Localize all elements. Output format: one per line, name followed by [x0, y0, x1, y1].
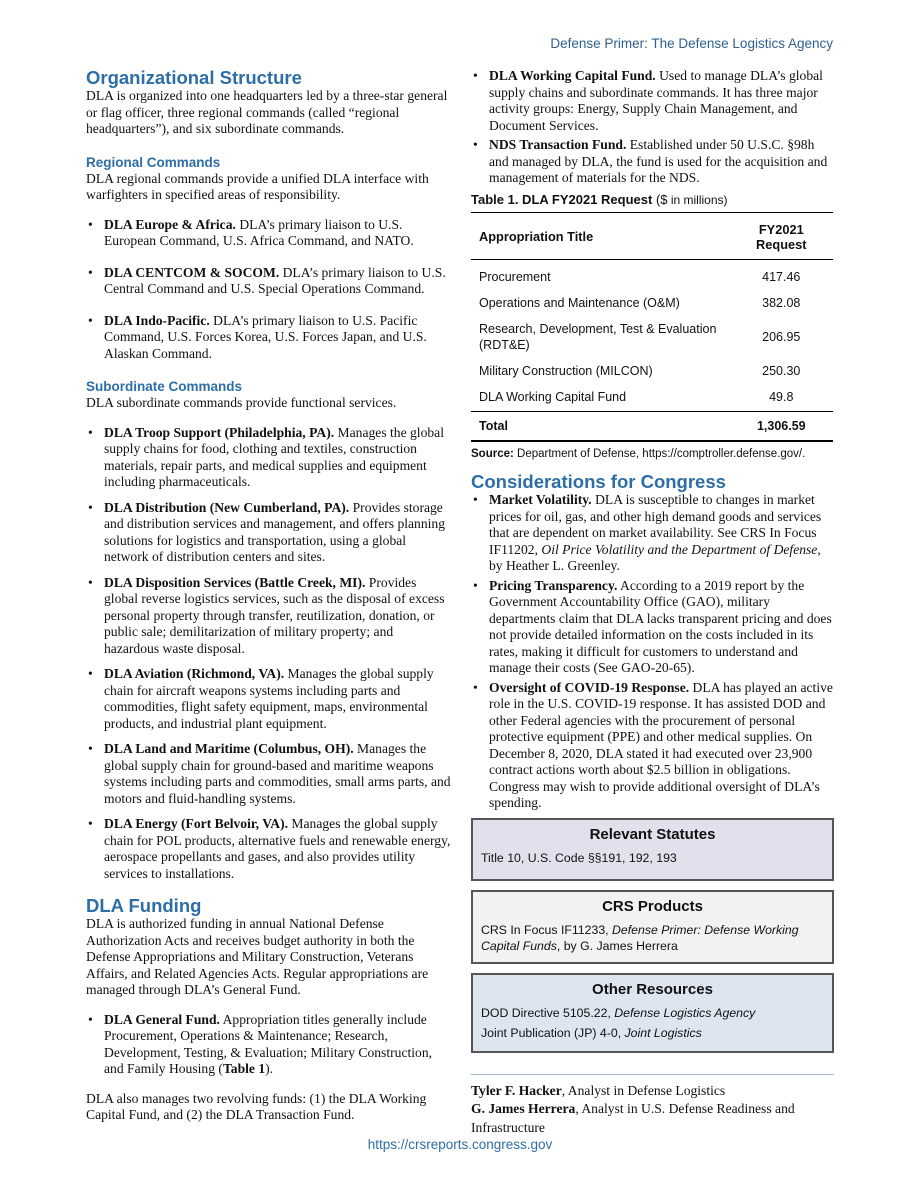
row-title: Procurement — [479, 269, 551, 284]
products-text: CRS In Focus IF11233, Defense Primer: Defense Working Capital Funds, by G. James Herrera — [481, 922, 799, 953]
list-item: • DLA Europe & Africa. DLA’s primary liaison to U.S. European Command, U.S. Africa Command, and NATO. — [86, 217, 451, 250]
table-header-row — [471, 212, 833, 259]
relevant-statutes-box — [471, 818, 834, 881]
row-value: 250.30 — [762, 363, 801, 378]
list-item: • DLA Indo-Pacific. DLA’s primary liaison to U.S. Pacific Command, U.S. Forces Korea, U.S. Forces Japan, and U.S. Alaskan Command. — [86, 313, 451, 363]
table-row — [471, 384, 833, 412]
row-value: 417.46 — [762, 269, 801, 284]
list-item: • DLA Troop Support (Philadelphia, PA). Manages the global supply chains for food, clothing and textiles, construction materials, repair parts, and medical supplies and equipment including pharmaceuticals. — [86, 425, 451, 491]
row-title: DLA Working Capital Fund — [479, 390, 627, 405]
crs-products-box — [471, 890, 834, 964]
products-heading: CRS Products — [602, 897, 703, 915]
row-title: Research, Development, Test & Evaluation (RDT&E) — [479, 321, 717, 352]
statutes-heading: Relevant Statutes — [589, 825, 716, 843]
author-line: G. James Herrera, Analyst in U.S. Defense Readiness and Infrastructure — [471, 1101, 795, 1135]
request-table — [471, 212, 833, 443]
revolving-fund-list — [471, 68, 834, 187]
list-item: • DLA Aviation (Richmond, VA). Manages the global supply chain for aircraft weapons systems including parts and commodities, flight safety equipment, maps, environmental products, and industrial plant equipment. — [86, 666, 451, 732]
general-fund-list — [86, 1012, 451, 1078]
row-title: Military Construction (MILCON) — [479, 363, 653, 378]
author-line: Tyler F. Hacker, Analyst in Defense Logistics — [471, 1082, 726, 1098]
table-row — [471, 290, 833, 316]
regional-list — [86, 217, 451, 363]
table-total-row — [471, 412, 833, 442]
list-item: • DLA Energy (Fort Belvoir, VA). Manages the global supply chain for POL products, alternative fuels and renewable energy, aerospace propellants and gases, and also provides utility services to installations. — [86, 816, 451, 882]
table-row — [471, 358, 833, 384]
row-value: 382.08 — [762, 295, 801, 310]
list-item: • DLA Working Capital Fund. Used to manage DLA’s global supply chains and subordinate commands. It has three major activity groups: Energy, Supply Chain Management, and Document Services. — [471, 68, 834, 134]
table-source: Source: Department of Defense, https://comptroller.defense.gov/. — [471, 448, 806, 460]
considerations-list — [471, 492, 834, 812]
table-caption: Table 1. DLA FY2021 Request ($ in millions) — [471, 191, 728, 207]
row-title: Operations and Maintenance (O&M) — [479, 295, 680, 310]
list-item: • DLA Disposition Services (Battle Creek, MI). Provides global reverse logistics services, such as the disposal of excess personal property through transfer, reutilization, donation, or public sale; demilitarization of military property; and hazardous waste disposal. — [86, 575, 451, 658]
left-column — [86, 68, 451, 1124]
resource-item: DOD Directive 5105.22, Defense Logistics Agency — [481, 1005, 756, 1020]
regional-intro: DLA regional commands provide a unified DLA interface with warfighters in specified areas of responsibility. — [86, 170, 429, 202]
subordinate-intro: DLA subordinate commands provide functional services. — [86, 395, 397, 410]
list-item: • NDS Transaction Fund. Established under 50 U.S.C. §98h and managed by DLA, the fund is used for the acquisition and management of materials for the NDS. — [471, 137, 834, 187]
row-value: 49.8 — [769, 390, 794, 405]
list-item: • DLA General Fund. Appropriation titles generally include Procurement, Operations & Maintenance; Research, Development, Testing, & Evaluation; Military Construction, and Family Housing (Table 1). — [86, 1012, 451, 1078]
subordinate-heading: Subordinate Commands — [86, 379, 243, 394]
right-column — [471, 68, 834, 1137]
list-item: • DLA Distribution (New Cumberland, PA). Provides storage and distribution services and management, and offers planning solutions for logistics and transportation, using a global network of distribution centers and sites. — [86, 500, 451, 566]
list-item: • DLA CENTCOM & SOCOM. DLA’s primary liaison to U.S. Central Command and U.S. Special Operations Command. — [86, 265, 451, 298]
page-header-title: Defense Primer: The Defense Logistics Agency — [550, 36, 833, 51]
table-row — [471, 259, 833, 290]
table-row — [471, 316, 833, 358]
statutes-text: Title 10, U.S. Code §§191, 192, 193 — [481, 850, 677, 865]
considerations-heading: Considerations for Congress — [471, 471, 726, 492]
org-intro: DLA is organized into one headquarters led by a three-star general or flag officer, three regional commands (called “regional headquarters”), and six subordinate commands. — [86, 88, 448, 136]
funding-intro: DLA is authorized funding in annual National Defense Authorization Acts and receives budget authority in both the Defense Appropriations and Military Construction, Veterans Affairs, and Related Agencies Acts. Regular appropriations are managed through DLA’s General Fund. — [86, 916, 429, 997]
list-item: • DLA Land and Maritime (Columbus, OH). Manages the global supply chain for ground-based and maritime weapons systems including parts and commodities, small arms parts, and motors and fluid-handling systems. — [86, 741, 451, 807]
resources-heading: Other Resources — [592, 980, 713, 998]
resource-item: Joint Publication (JP) 4-0, Joint Logistics — [481, 1026, 702, 1040]
funding-heading: DLA Funding — [86, 895, 202, 916]
regional-heading: Regional Commands — [86, 154, 221, 170]
total-value: 1,306.59 — [730, 412, 833, 442]
other-resources-box — [471, 973, 834, 1053]
list-item: • Pricing Transparency. According to a 2019 report by the Government Accountability Office (GAO), military departments claim that DLA lacks transparent pricing and does not provide detailed information on the costs included in its rates, making it difficult for customers to understand and manage their costs (See GAO-20-65). — [471, 578, 834, 677]
author-block — [471, 1074, 834, 1138]
row-value: 206.95 — [762, 329, 801, 344]
total-label: Total — [471, 412, 730, 442]
list-item: • Oversight of COVID-19 Response. DLA has played an active role in the U.S. COVID-19 response. It has assisted DOD and other Federal agencies with the procurement of personal protective equipment (PPE) and other medical supplies. On December 8, 2020, DLA stated it had executed over 23,900 contract actions worth about $2.5 billion in obligations. Congress may wish to provide additional oversight of DLA’s spending. — [471, 680, 834, 812]
footer-url-link[interactable]: https://crsreports.congress.gov — [367, 1137, 553, 1152]
revolving-funds-text: DLA also manages two revolving funds: (1) the DLA Working Capital Fund, and (2) the DLA Transaction Fund. — [86, 1090, 427, 1122]
list-item: • Market Volatility. DLA is susceptible to changes in market prices for oil, gas, and other high demand goods and services that are dependent on market availability. See CRS In Focus IF11202, Oil Price Volatility and the Department of Defense, by Heather L. Greenley. — [471, 492, 834, 575]
column-header: Appropriation Title — [471, 212, 730, 259]
subordinate-list — [86, 425, 451, 883]
org-heading: Organizational Structure — [86, 67, 302, 88]
column-header: FY2021 Request — [730, 212, 833, 259]
